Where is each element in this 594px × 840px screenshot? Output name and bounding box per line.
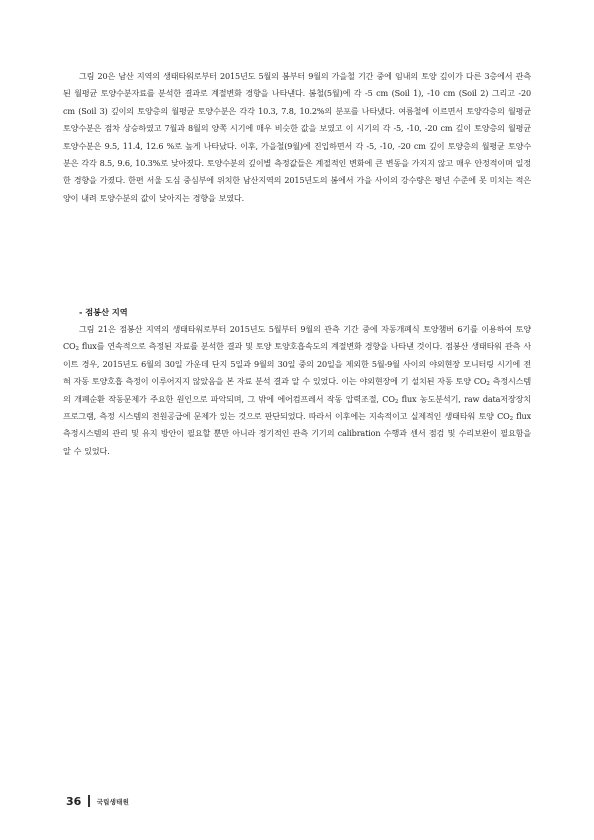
subscript-2: 2 [486, 381, 490, 388]
paragraph-text-segment: 측정시스템의 개폐순환 작동문제가 주요한 원인으로 파악되며, 그 밖에 에어컴프레서 작동 압력조절, CO [63, 376, 531, 404]
subscript-2: 2 [509, 416, 513, 423]
organization-name: 국립생태원 [96, 797, 130, 806]
page-footer [66, 793, 129, 809]
paragraph-text-segment: flux를 연속적으로 측정된 자료를 분석한 결과 및 토양 토양호흡속도의 계절변화 경향을 나타낸 것이다. 점봉산 생태타워 관측 사이트 경우, 2015년도 6월의 30일 가운데 단지 5일과 9월의 30일 중의 20일을 제외한 5월-9월 사이의 야외현장 모니터링 시기에 전혀 자동 토양호흡 측정이 이루어지지 않았음을 본 자료 분석 결과 알 수 있었다. 이는 야외현장에 기 설치된 자동 토양 CO [63, 341, 531, 387]
page-content [63, 68, 531, 547]
subscript-2: 2 [394, 398, 399, 405]
subscript-2: 2 [75, 346, 79, 353]
section-heading-jeombongsan: - 점봉산 지역 [79, 307, 128, 317]
paragraph-text-segment: 그림 21은 점봉산 지역의 생태타워로부터 2015년도 5월부터 9월의 관측 기간 중에 자동개폐식 토양챔버 6기를 이용하여 토양 CO [63, 324, 531, 352]
page-number: 36 [66, 794, 82, 808]
body-paragraph-namsan: 그림 20은 남산 지역의 생태타워로부터 2015년도 5월의 봄부터 9월의 가을철 기간 중에 임내의 토양 깊이가 다른 3층에서 관측된 월평균 토양수분자료를 분석한 결과로 계절변화 경향을 나타낸다. 봄철(5월)에 각 -5 cm (Soil 1), -10 cm (Soil 2) 그리고 -20 cm (Soil 3) 깊이의 토양층의 월평균 토양수분은 각각 10.3, 7.8, 10.2%의 분포를 나타냈다. 여름철에 이르면서 토양각층의 월평균 토양수분은 점차 상승하였고 7월과 8월의 양쪽 시기에 매우 비슷한 값을 보였고 이 시기의 각 -5, -10, -20 cm 깊이 토양층의 월평균 토양수분은 9.5, 11.4, 12.6 %로 높게 나타났다. 이후, 가을철(9월)에 진입하면서 각 -5, -10, -20 cm 깊이 토양층의 월평균 토양수분은 각각 8.5, 9.6, 10.3%로 낮아졌다. 토양수분의 깊이별 측정값들은 계절적인 변화에 큰 변동을 가지지 않고 매우 안정적이며 일정한 경향을 가졌다. 한편 서울 도심 중심부에 위치한 남산지역의 2015년도의 봄에서 가을 사이의 강수량은 평년 수준에 못 미치는 적은 양이 내려 토양수분의 값이 낮아지는 경향을 보였다. [63, 71, 531, 203]
paragraph-text-segment: flux 측정시스템의 관리 및 유지 방안이 필요할 뿐만 아니라 정기적인 관측 기기의 calibration 수행과 센서 점검 및 수리보완이 필요함을 알 수 있었다. [63, 411, 531, 456]
footer-divider [88, 795, 89, 807]
body-paragraph-jeombongsan [63, 321, 531, 547]
paragraph-text-segment: flux 농도분석기, raw data저장장치 프로그램, 측정 시스템의 전원공급에 문제가 있는 것으로 판단되었다. 따라서 이후에는 지속적이고 실제적인 생태타워 토양 CO [63, 393, 531, 422]
